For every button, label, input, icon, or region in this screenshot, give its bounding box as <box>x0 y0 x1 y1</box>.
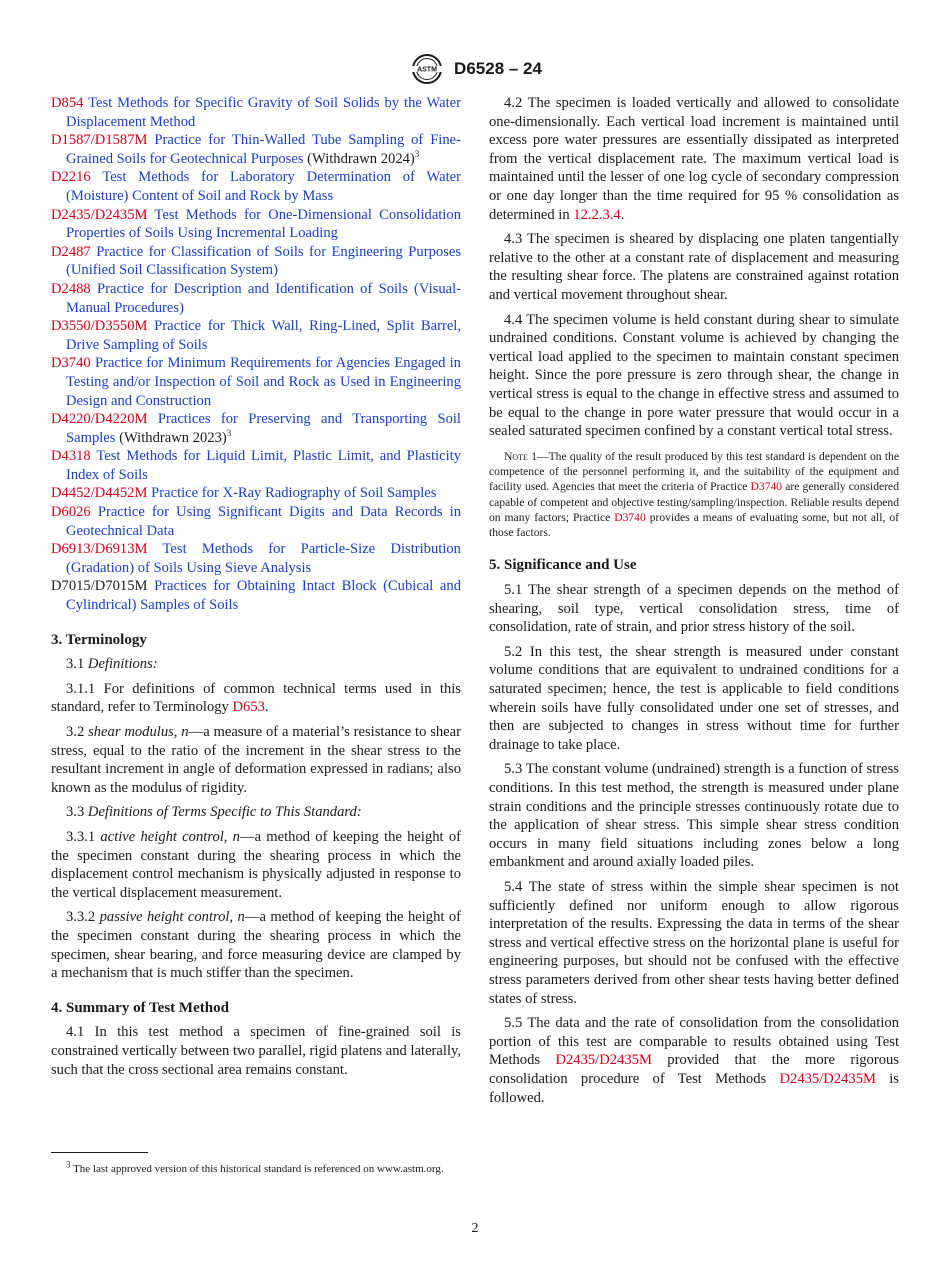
reference-code-link[interactable]: D4452/D4452M <box>51 485 148 502</box>
paragraph-3-2: 3.2 shear modulus, n—a measure of a material’s resistance to shear stress, equal to the ratio of the increment in the shear stress to the resultant increment in angle of deformation expressed in radians; also known as the modulus of rigidity. <box>51 724 461 796</box>
section-heading-significance: 5. Significance and Use <box>489 557 637 574</box>
paragraph-3-3: 3.3 Definitions of Terms Specific to This Standard: <box>66 804 362 821</box>
paragraph-5-3: 5.3 The constant volume (undrained) strength is a function of stress conditions. In this test method, the strength is measured under plane strain conditions and the principle stresses continuously rotate due to the application of shear stress. This simple shear stress condition occurs in many field situations including zones below a long embankment and around axially loaded piles. <box>489 761 899 871</box>
reference-title-link[interactable]: Practices for Preserving and Transporting Soil Samples <box>66 411 461 446</box>
reference-title-link[interactable]: Practice for Classification of Soils for Engineering Purposes (Unified Soil Classification System) <box>66 243 461 279</box>
reference-item <box>51 484 461 503</box>
reference-item <box>51 540 461 577</box>
reference-code-link[interactable]: D2487 <box>51 243 91 260</box>
page-number: 2 <box>471 1221 479 1236</box>
link-d2435[interactable]: D2435/D2435M <box>779 1070 876 1087</box>
link-d2435[interactable]: D2435/D2435M <box>555 1052 652 1069</box>
paragraph-4-2: 4.2 The specimen is loaded vertically and allowed to consolidate one-dimensionally. Each vertical load increment is maintained until excess pore water pressures are essentially dissipated as interpreted from the vertical displacement rate. The maximum vertical load is maintained until the lesser of one log cycle of secondary compression or one day longer than the time required for 95 % consolidation as determined in 12.2.3.4. <box>489 95 899 223</box>
note-1: Note 1—The quality of the result produced by this test standard is dependent on the competence of the personnel performing it, and the suitability of the equipment and facility used. Agencies that meet the criteria of Practice D3740 are generally considered capable of competent and objective testing/sampling/inspection. Reliable results depend on many factors; Practice D3740 provides a means of evaluating some, but not all, of those factors. <box>489 449 899 540</box>
link-d653[interactable]: D653 <box>232 699 265 716</box>
paragraph-4-3: 4.3 The specimen is sheared by displacing one platen tangentially relative to the other at a constant rate of displacement and measuring the resulting shear force. The platens are constrained against rotation and vertical movement throughout shear. <box>489 231 899 303</box>
paragraph-4-1: 4.1 In this test method a specimen of fine-grained soil is constrained vertically between two parallel, rigid platens and laterally, such that the cross sectional area remains constant. <box>51 1024 461 1078</box>
link-d3740[interactable]: D3740 <box>614 510 646 524</box>
right-column <box>489 94 899 1113</box>
reference-code-link[interactable]: D3550/D3550M <box>51 318 148 335</box>
paragraph-4-4: 4.4 The specimen volume is held constant during shear to simulate undrained conditions. Constant volume is achieved by changing the vertical load applied to the specimen to maintain constant specimen height. Since the pore pressure is zero through shear, the change in vertical stress is equal to the change in effective stress and assumed to be equal to the change in pore water pressure that would occur in a sealed saturated specimen confined by a constant vertical total stress. <box>489 311 899 440</box>
reference-item <box>51 317 461 354</box>
reference-item <box>51 94 461 131</box>
reference-item <box>51 354 461 410</box>
reference-code-link[interactable]: D7015/D7015M <box>51 578 148 595</box>
reference-code-link[interactable]: D2488 <box>51 280 91 297</box>
footnote-marker: 3 <box>226 427 232 438</box>
reference-code-link[interactable]: D4318 <box>51 448 91 465</box>
left-column <box>51 94 461 1085</box>
link-12-2-3-4[interactable]: 12.2.3.4 <box>573 206 621 223</box>
reference-code-link[interactable]: D4220/D4220M <box>51 411 148 428</box>
reference-code-link[interactable]: D6026 <box>51 504 91 521</box>
paragraph-3-1: 3.1 Definitions: <box>66 656 158 673</box>
footnote-3: $^3$ The last approved version of this historical standard is referenced on www.astm.org. <box>66 1159 444 1175</box>
standard-designation: D6528 – 24 <box>454 59 542 78</box>
reference-title-link[interactable]: Practice for Thick Wall, Ring-Lined, Split Barrel, Drive Sampling of Soils <box>66 318 462 353</box>
paragraph-3-1-1: 3.1.1 For definitions of common technical terms used in this standard, refer to Terminology D653. <box>51 680 461 716</box>
reference-status: (Withdrawn 2023) <box>115 429 227 446</box>
reference-status: (Withdrawn 2024) <box>303 150 415 167</box>
reference-item <box>51 206 461 243</box>
reference-title-link[interactable]: Practices for Obtaining Intact Block (Cubical and Cylindrical) Samples of Soils <box>66 578 461 614</box>
reference-code-link[interactable]: D854 <box>51 95 84 111</box>
reference-title-link[interactable]: Practice for Minimum Requirements for Agencies Engaged in Testing and/or Inspection of Soil and Rock as Used in Engineering Design and Construction <box>66 355 461 409</box>
referenced-documents-list <box>51 94 461 615</box>
paragraph-5-4: 5.4 The state of stress within the simple shear specimen is not sufficiently defined nor uniform enough to allow rigorous interpretation of the results. Expressing the data in terms of the shear stress and vertical effective stress on the horizontal plane is useful for engineering purposes, but should not be confused with the effective stress parameters derived from other shear tests having better defined states of stress. <box>489 878 899 1007</box>
reference-title-link[interactable]: Practice for Using Significant Digits and Data Records in Geotechnical Data <box>66 504 462 539</box>
paragraph-3-3-2: 3.3.2 passive height control, n—a method of keeping the height of the specimen constant during the shearing process in which the specimen, shear bearing, and force measuring device are clamped by a mechanism that is much stiffer than the specimen. <box>51 909 461 982</box>
section-heading-summary: 4. Summary of Test Method <box>51 999 229 1016</box>
paragraph-3-3-1: 3.3.1 active height control, n—a method of keeping the height of the specimen constant during the shearing process in which the displacement control mechanism is physically adjusted in response to the vertical displacement measurement. <box>51 828 461 901</box>
section-heading-terminology: 3. Terminology <box>51 631 147 648</box>
reference-title-link[interactable]: Test Methods for Laboratory Determination of Water (Moisture) Content of Soil and Rock by Mass <box>66 169 461 204</box>
svg-text:ASTM: ASTM <box>417 66 437 74</box>
reference-item <box>51 410 461 447</box>
link-d3740[interactable]: D3740 <box>750 480 783 494</box>
reference-code-link[interactable]: D3740 <box>51 355 91 372</box>
paragraph-5-2: 5.2 In this test, the shear strength is measured under constant volume conditions that are equivalent to undrained conditions for a saturated specimen; hence, the test is applicable to field conditions wherein soils have fully consolidated under one set of stresses, and then are subjected to changes in stress without time for further drainage to take place. <box>489 643 899 753</box>
paragraph-5-5: 5.5 The data and the rate of consolidation from the consolidation portion of this test are comparable to results obtained using Test Methods D2435/D2435M provided that the more rigorous consolidation procedure of Test Methods D2435/D2435M is followed. <box>489 1015 899 1106</box>
reference-title-link[interactable]: Test Methods for Liquid Limit, Plastic Limit, and Plasticity Index of Soils <box>66 448 461 483</box>
reference-item <box>51 577 461 614</box>
reference-item <box>51 168 461 205</box>
reference-title-link[interactable]: Practice for Thin-Walled Tube Sampling of Fine-Grained Soils for Geotechnical Purposes <box>66 132 461 167</box>
reference-title-link[interactable]: Test Methods for Particle-Size Distribution (Gradation) of Soils Using Sieve Analysis <box>66 541 461 576</box>
reference-code-link[interactable]: D2435/D2435M <box>51 206 148 223</box>
reference-title-link[interactable]: Practice for Description and Identification of Soils (Visual-Manual Procedures) <box>66 280 462 316</box>
reference-item <box>51 503 461 540</box>
reference-title-link[interactable]: Test Methods for One-Dimensional Consolidation Properties of Soils Using Incremental Loading <box>66 206 462 242</box>
footnote-divider <box>51 1152 148 1153</box>
page-header <box>0 53 950 87</box>
reference-code-link[interactable]: D6913/D6913M <box>51 541 148 558</box>
footnote-marker: 3 <box>414 148 420 159</box>
reference-item <box>51 243 461 280</box>
reference-item <box>51 447 461 484</box>
astm-logo-icon <box>408 53 446 85</box>
reference-item <box>51 280 461 317</box>
reference-item <box>51 131 461 168</box>
reference-title-link[interactable]: Test Methods for Specific Gravity of Soil Solids by the Water Displacement Method <box>66 95 461 130</box>
reference-title-link[interactable]: Practice for X-Ray Radiography of Soil Samples <box>151 485 437 502</box>
reference-code-link[interactable]: D2216 <box>51 169 91 186</box>
paragraph-5-1: 5.1 The shear strength of a specimen depends on the method of shearing, soil type, vertical consolidation stress, time of consolidation, rate of strain, and prior stress history of the soil. <box>489 582 899 636</box>
reference-code-link[interactable]: D1587/D1587M <box>51 132 148 149</box>
